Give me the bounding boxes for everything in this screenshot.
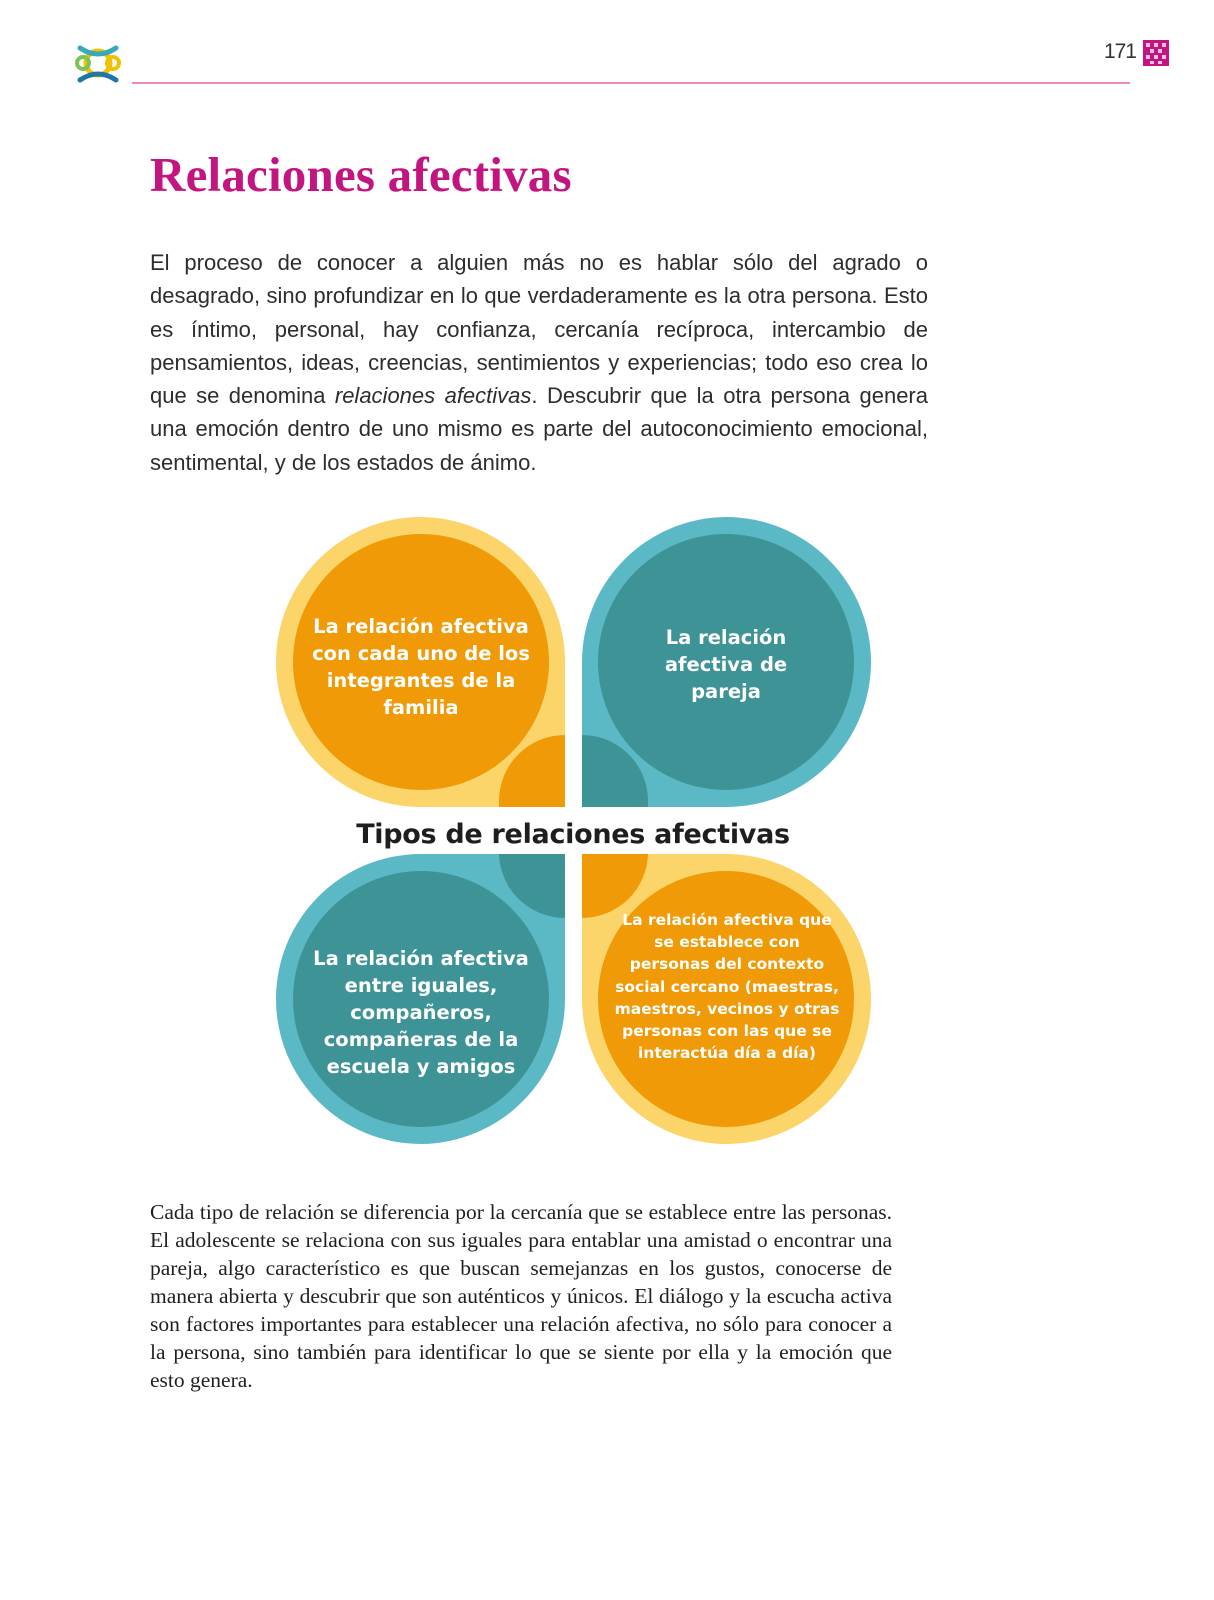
intro-text: El proceso de conocer a alguien más no es hablar sólo del agrado o desagrado, sino profundizar en lo que verdaderamente es la otra persona. Esto es íntimo, personal, hay confianza, cercanía recíproca, intercambio de pensamientos, ideas, creencias, sentimientos y experiencias; todo eso crea lo que se denomina (150, 250, 928, 409)
diagram-center-label: Tipos de relaciones afectivas (356, 819, 790, 850)
bubble-peers-text: La relación afectiva entre iguales, compañeros, compañeras de la escuela y amigos (313, 947, 529, 1078)
header-rule (132, 82, 1130, 84)
pink-pattern-icon (1143, 40, 1169, 66)
bubble-family-text: La relación afectiva con cada uno de los integrantes de la familia (312, 615, 530, 719)
bubble-social-text: La relación afectiva que se establece con personas del contexto social cercano (maestras, maestros, vecinos y otras personas con las que se interactúa día a día) (614, 911, 840, 1063)
interlocking-rings-logo-icon (74, 38, 122, 88)
page-number: 171 (1103, 40, 1136, 63)
intro-text-end: . Descubrir que la otra persona genera una emoción dentro de uno mismo es parte del autoconocimiento emocional, sentimental, y de los estados de ánimo. (150, 383, 928, 475)
intro-paragraph (150, 246, 928, 479)
relations-diagram (276, 517, 886, 1167)
intro-emphasis: relaciones afectivas (334, 383, 532, 409)
closing-paragraph: Cada tipo de relación se diferencia por la cercanía que se establece entre las personas. El adolescente se relaciona con sus iguales para entablar una amistad o encontrar una pareja, algo característico es que buscan semejanzas en los gustos, conocerse de manera abierta y descubrir que son auténticos y únicos. El diálogo y la escucha activa son factores importantes para establecer una relación afectiva, no sólo para conocer a la persona, sino también para identificar lo que se siente por ella y la emoción que esto genera. (150, 1200, 892, 1392)
bubble-couple-text: La relación afectiva de pareja (664, 626, 788, 703)
page-title: Relaciones afectivas (150, 147, 572, 202)
